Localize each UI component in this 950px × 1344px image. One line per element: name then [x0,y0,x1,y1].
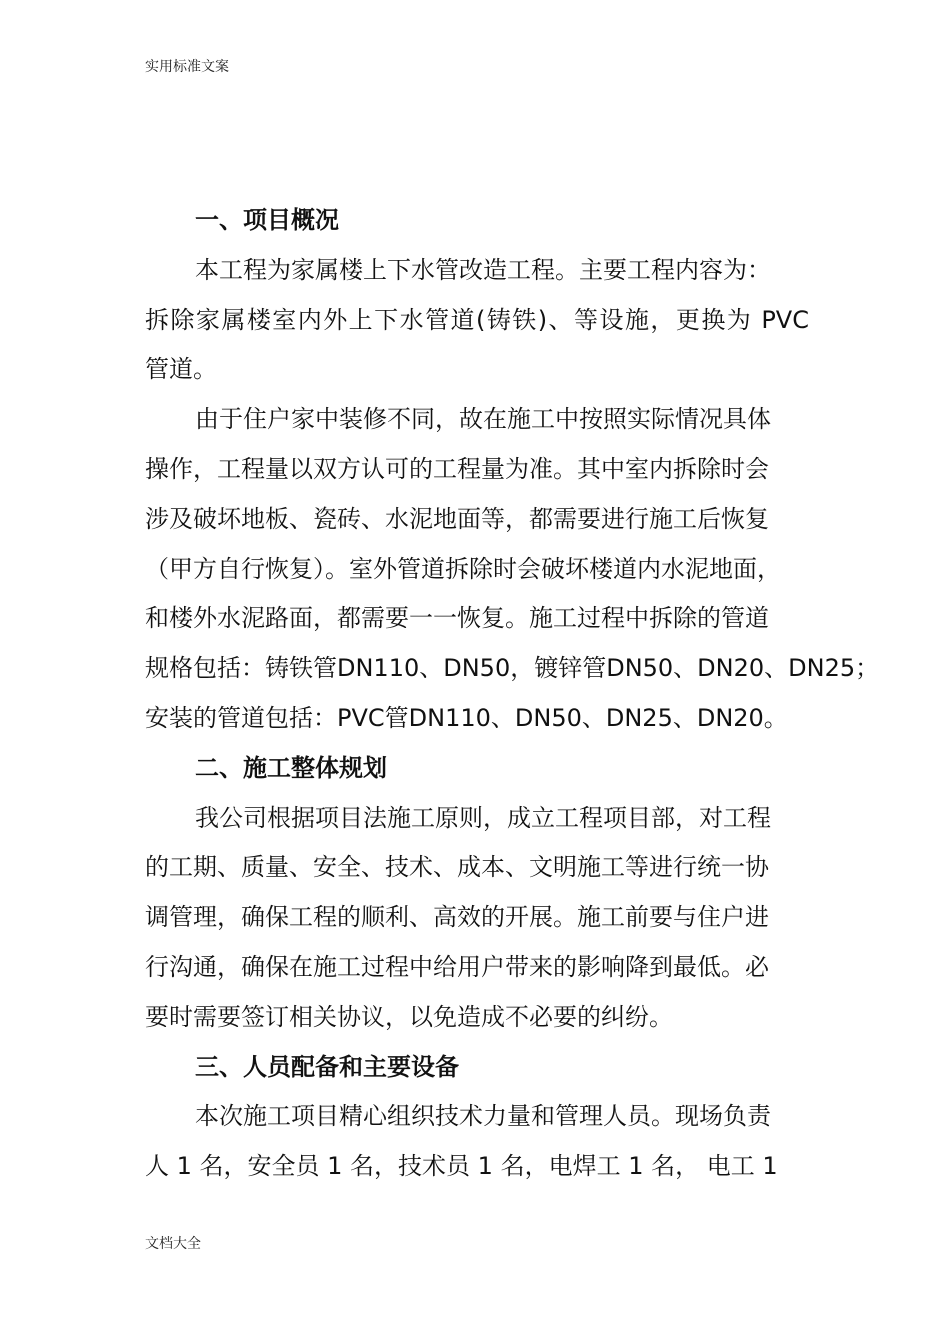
section-heading-overview: 一、项目概况 [195,206,339,234]
section-heading-staffing: 三、人员配备和主要设备 [195,1052,459,1081]
paragraph [145,1092,809,1192]
page-header: 实用标准文案 [145,59,229,75]
text-line: 由于住户家中装修不同，故在施工中按照实际情况具体 [195,405,771,434]
text-line: 要时需要签订相关协议，以免造成不必要的纠纷。 [145,1002,673,1031]
paragraph [145,395,880,744]
text-line: 本工程为家属楼上下水管改造工程。主要工程内容为： [195,255,771,284]
section-heading-planning: 二、施工整体规划 [195,753,387,782]
text-line: 的工期、质量、安全、技术、成本、文明施工等进行统一协 [145,853,769,882]
text-line: 安装的管道包括：PVC管DN110、DN50、DN25、DN20。 [145,703,788,732]
text-line: 管道。 [145,355,217,384]
text-line: 操作，工程量以双方认可的工程量为准。其中室内拆除时会 [145,454,769,483]
text-line: （甲方自行恢复）。室外管道拆除时会破坏楼道内水泥地面， [145,554,781,583]
text-line: 涉及破坏地板、瓷砖、水泥地面等，都需要进行施工后恢复 [145,504,769,533]
document-body [145,196,880,1192]
text-line: 和楼外水泥路面，都需要一一恢复。施工过程中拆除的管道 [145,604,769,633]
text-line: 调管理，确保工程的顺利、高效的开展。施工前要与住户进 [145,903,769,932]
paragraph [145,794,809,1043]
text-line: 规格包括：铸铁管DN110、DN50，镀锌管DN50、DN20、DN25； [145,654,880,683]
text-line: 人 1 名，安全员 1 名，技术员 1 名，电焊工 1 名， 电工 1 [145,1152,778,1181]
paragraph [145,246,809,395]
text-line: 本次施工项目精心组织技术力量和管理人员。现场负责 [195,1102,771,1131]
text-line: 我公司根据项目法施工原则，成立工程项目部，对工程 [195,803,771,832]
text-line: 拆除家属楼室内外上下水管道(铸铁)、等设施，更换为 PVC [145,305,809,334]
page-footer: 文档大全 [145,1236,201,1252]
text-line: 行沟通，确保在施工过程中给用户带来的影响降到最低。必 [145,952,769,981]
